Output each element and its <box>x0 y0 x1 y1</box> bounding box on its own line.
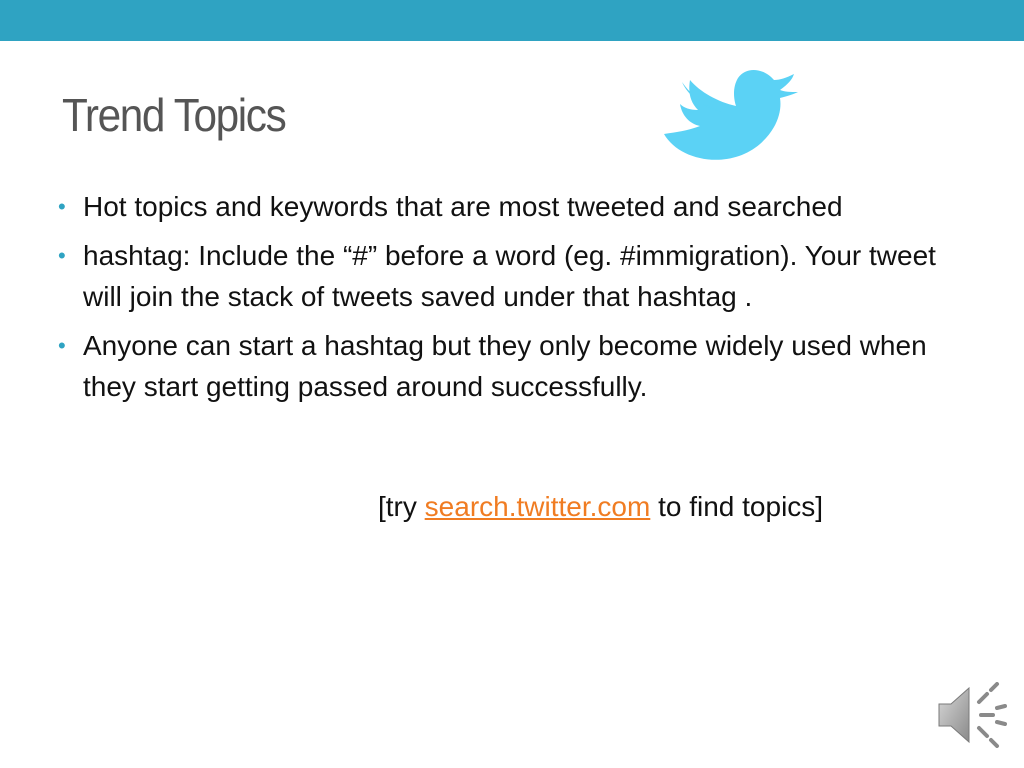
bullet-item <box>58 186 978 227</box>
bullet-dot: • <box>58 333 66 358</box>
twitter-bird-icon <box>660 62 800 166</box>
speaker-icon[interactable] <box>935 682 1007 748</box>
bullet-dot: • <box>58 243 66 268</box>
bullet-text: hashtag: Include the “#” before a word (eg. #immigration). Your tweet will join the stack of tweets saved under that hashtag . <box>83 240 936 312</box>
search-twitter-link[interactable]: search.twitter.com <box>424 491 651 522</box>
top-accent-bar <box>0 0 1024 41</box>
bullet-dot: • <box>58 194 66 219</box>
bullet-text: Hot topics and keywords that are most tweeted and searched <box>83 191 843 222</box>
bullet-item <box>58 325 978 407</box>
try-hint <box>378 486 823 527</box>
bullet-list <box>58 186 978 415</box>
try-suffix: to find topics] <box>658 491 824 522</box>
bullet-item <box>58 235 978 317</box>
try-prefix: [try <box>378 491 417 522</box>
slide-title: Trend Topics <box>62 89 286 141</box>
bullet-text: Anyone can start a hashtag but they only become widely used when they start getting passed around successfully. <box>83 330 927 402</box>
